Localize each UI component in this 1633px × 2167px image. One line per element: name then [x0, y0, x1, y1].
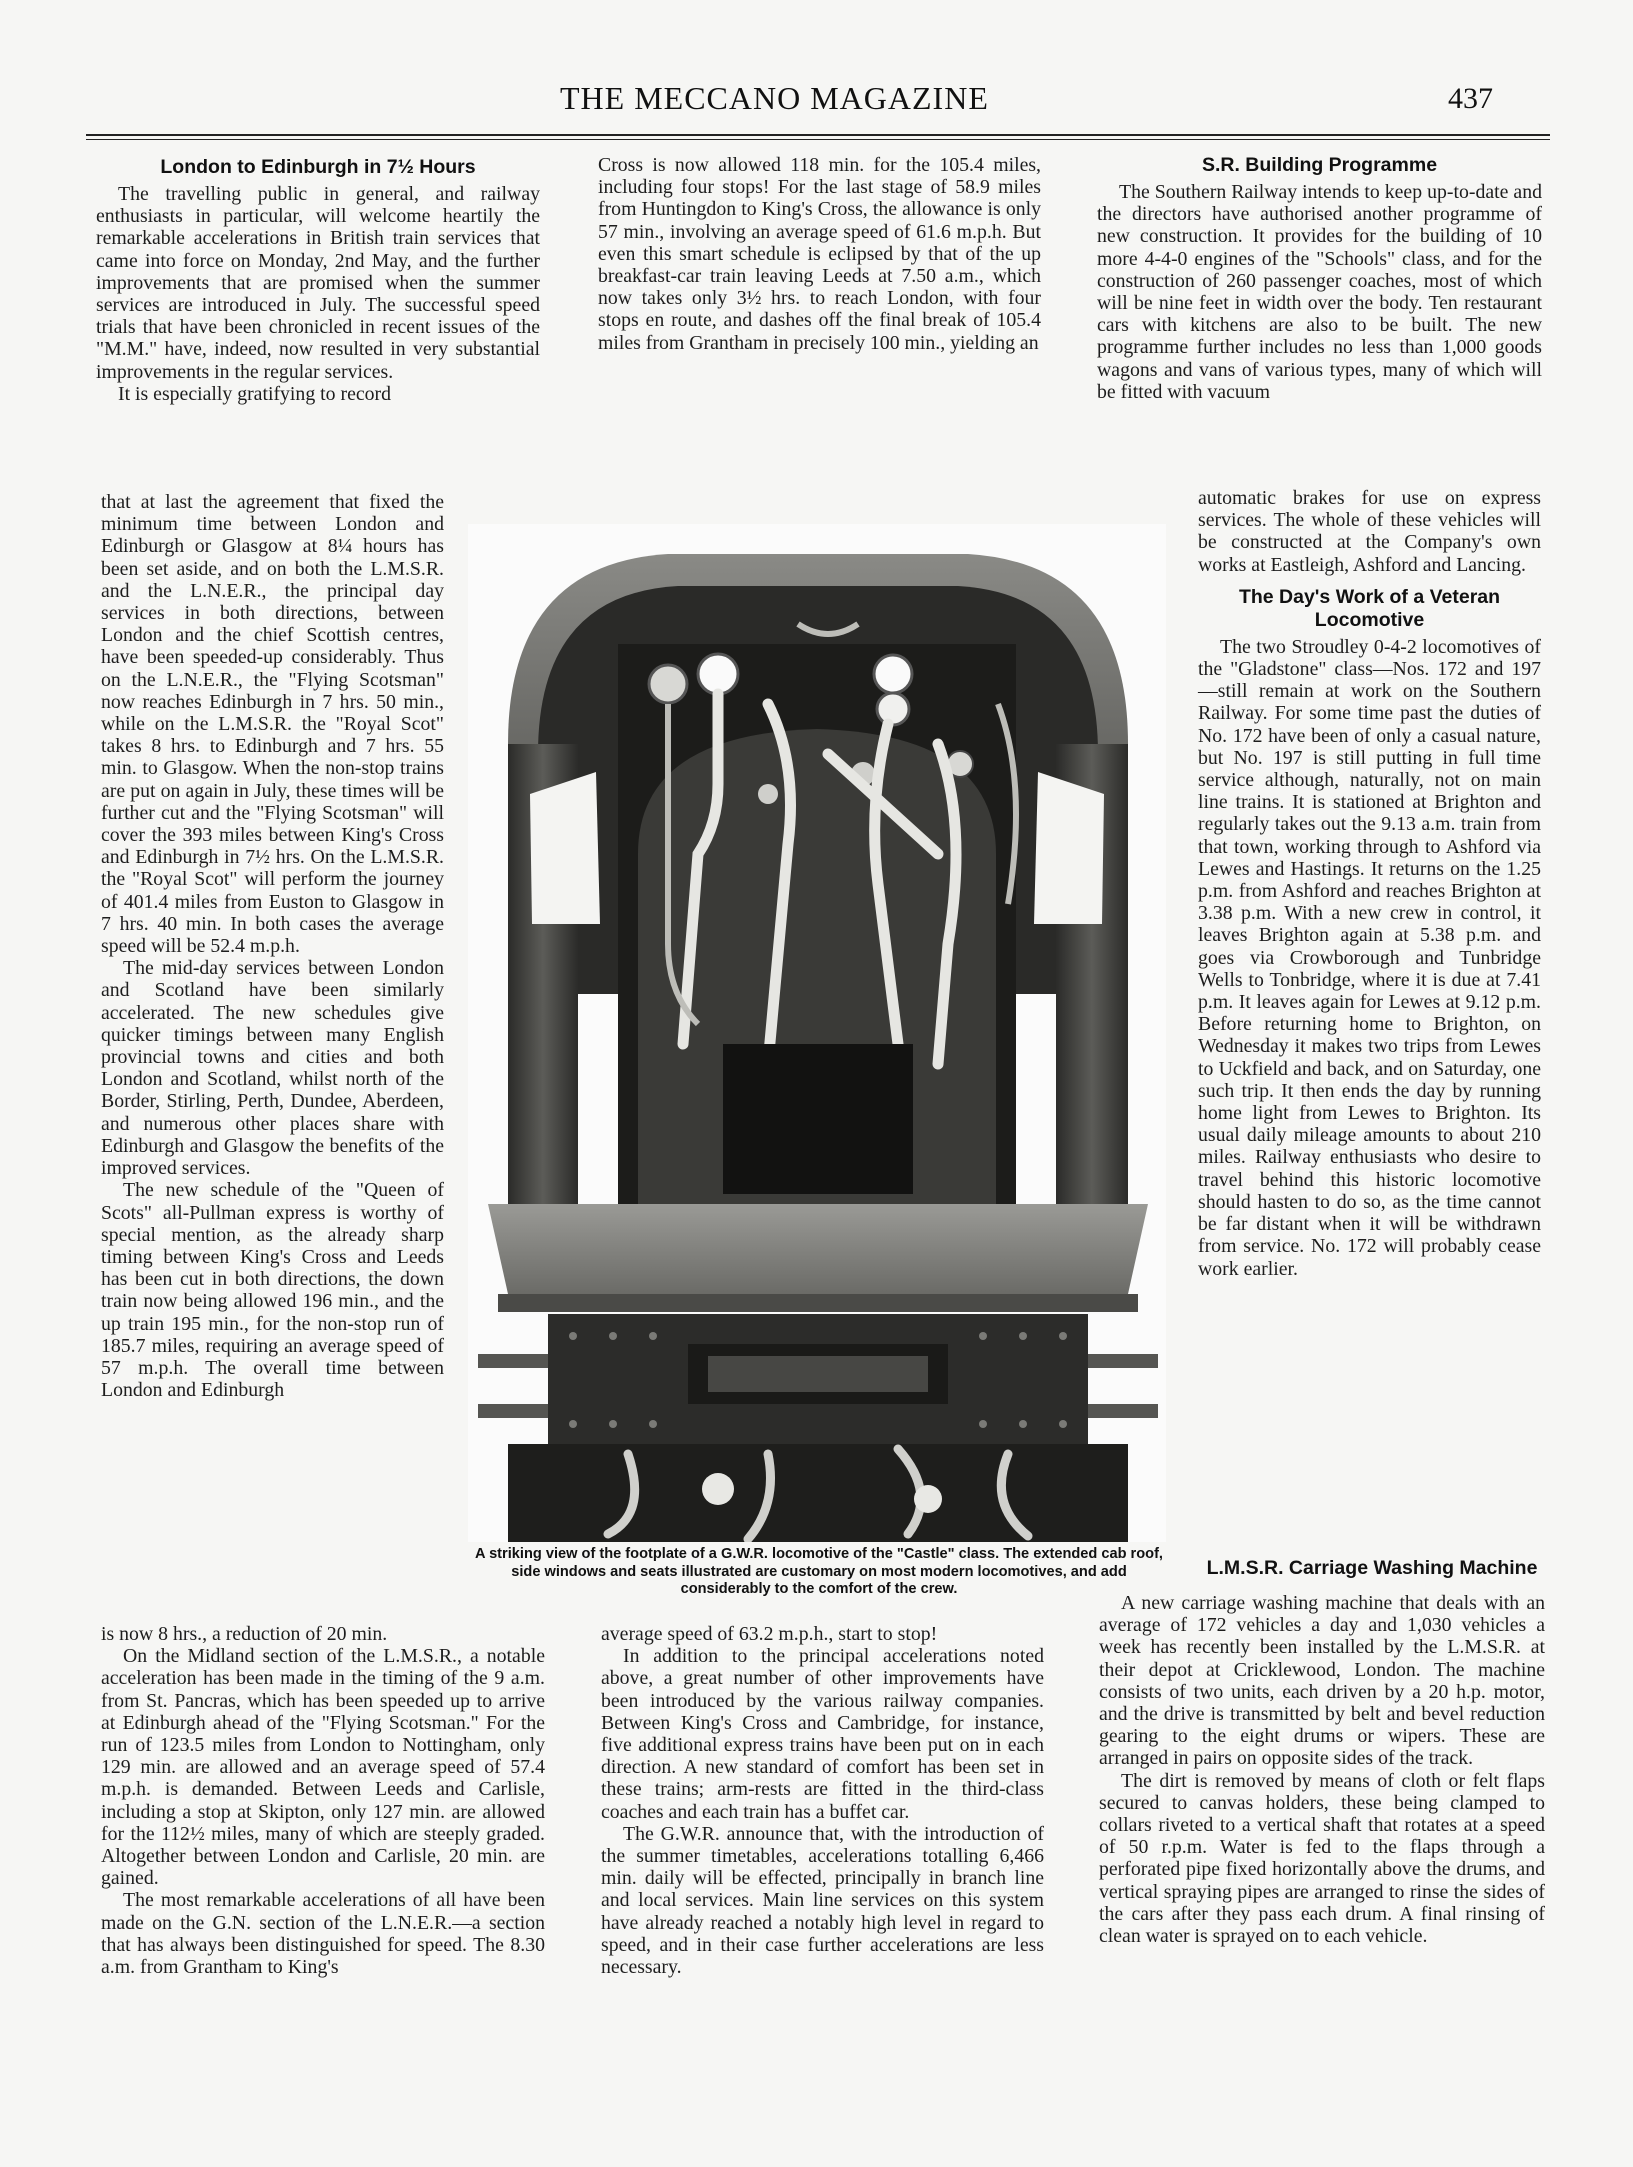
left-window — [530, 772, 600, 924]
paragraph: that at last the agreement that fixed the minimum time between London and Edinburgh or Glasgow at 8¼ hours has been set aside, and on both the L.M.S.R. and the L.N.E.R., the principal day services in both directions, between London and the chief Scottish centres, have been speeded-up considerably. Thus on the L.N.E.R., the "Flying Scotsman" now reaches Edinburgh in 7 hrs. 50 min., while on the L.M.S.R. the "Royal Scot" takes 8 hrs. to Edinburgh and 7 hrs. 55 min. to Glasgow. When the non-stop trains are put on again in July, these times will be further cut and the "Flying Scotsman" will cover the 393 miles between King's Cross and Edinburgh in 7½ hrs. On the L.M.S.R. the "Royal Scot" will perform the journey of 401.4 miles from Euston to Glasgow in 7 hrs. 40 min. In both cases the average speed will be 52.4 m.p.h. — [101, 491, 444, 958]
column-3-top — [1097, 154, 1542, 403]
paragraph: On the Midland section of the L.M.S.R., a notable acceleration has been made in the timing of the 9 a.m. from St. Pancras, which has been speeded up to arrive at Edinburgh ahead of the "Flying Scotsman." For the run of 123.5 miles from London to Nottingham, only 129 min. are allowed and an average speed of 57.4 m.p.h. is demanded. Between Leeds and Carlisle, including a stop at Skipton, only 127 min. are allowed for the 112½ miles, many of which are steeply graded. Altogether between London and Carlisle, 20 min. are gained. — [101, 1645, 545, 1890]
magazine-title: THE MECCANO MAGAZINE — [560, 80, 989, 116]
locomotive-footplate-photo — [468, 524, 1166, 1542]
heading-veteran-locomotive: The Day's Work of a Veteran Locomotive — [1238, 585, 1501, 631]
heading-carriage-washing: L.M.S.R. Carriage Washing Machine — [1206, 1557, 1538, 1579]
paragraph: The mid-day services between London and Scotland have been similarly accelerated. The new schedules give quicker timings between many English provincial towns and cities and both London and Scotland, whilst north of the Border, Stirling, Perth, Dundee, Aberdeen, and numerous other places share with Edinburgh and Glasgow the benefits of the improved services. — [101, 957, 444, 1180]
page-number: 437 — [1448, 82, 1493, 115]
column-3-narrow — [1198, 487, 1541, 1280]
column-2-bottom — [601, 1623, 1044, 1978]
paragraph: The new schedule of the "Queen of Scots" all-Pullman express is worthy of special mention, as the already sharp timing between King's Cross and Leeds has been cut in both directions, the down train now being allowed 196 min., and the up train 195 min., for the non-stop run of 185.7 miles, requiring an average speed of 57 m.p.h. The overall time between London and Edinburgh — [101, 1179, 444, 1402]
paragraph: Cross is now allowed 118 min. for the 105.4 miles, including four stops! For the last stage of 58.9 miles from Huntingdon to King's Cross, the allowance is only 57 min., involving an average speed of 61.6 m.p.h. But even this smart schedule is eclipsed by that of the up breakfast-car train leaving Leeds at 7.50 a.m., which now takes only 3½ hrs. to reach London, with four stops en route, and dashes off the final break of 105.4 miles from Grantham in precisely 100 min., yielding an — [598, 154, 1041, 354]
paragraph: The most remarkable accelerations of all have been made on the G.N. section of the L.N.E.R.—a section that has always been distinguished for speed. The 8.30 a.m. from Grantham to King's — [101, 1889, 545, 1979]
paragraph: average speed of 63.2 m.p.h., start to stop! — [601, 1623, 938, 1645]
paragraph: The G.W.R. announce that, with the introduction of the summer timetables, accelerations totalling 6,466 min. daily will be effected, principally in branch line and local services. Main line services on this system have already reached a notably high level in regard to speed, and in their case further accelerations are less necessary. — [601, 1822, 1044, 1979]
column-1-top — [96, 156, 540, 405]
column-1-narrow — [101, 491, 444, 1401]
paragraph: A new carriage washing machine that deals with an average of 172 vehicles a day and 1,030 vehicles a week has recently been installed by the L.M.S.R. at their depot at Cricklewood, London. The machine consists of two units, each driven by a 20 h.p. motor, and the drive is transmitted by belt and bevel reduction gearing to the eight drums or wipers. These are arranged in pairs on opposite sides of the track. — [1099, 1592, 1545, 1770]
header-rule-thin — [86, 139, 1550, 140]
paragraph: The Southern Railway intends to keep up-to-date and the directors have authorised another programme of new construction. It provides for the building of 10 more 4-4-0 engines of the "Schools" class, and for the construction of 260 passenger coaches, most of which will be nine feet in width over the body. Ten restaurant cars with kitchens are also to be built. The new programme further includes no less than 1,000 goods wagons and vans of various types, many of which will be fitted with vacuum — [1097, 181, 1542, 403]
footplate-illustration — [468, 524, 1166, 1542]
column-3-bottom — [1099, 1557, 1545, 1947]
paragraph: automatic brakes for use on express services. The whole of these vehicles will be constructed at the Company's own works at Eastleigh, Ashford and Lancing. — [1198, 487, 1541, 576]
column-2-top — [598, 154, 1041, 354]
right-window — [1034, 772, 1104, 924]
paragraph: In addition to the principal accelerations noted above, a great number of other improvements have been introduced by the various railway companies. Between King's Cross and Cambridge, for instance, five additional express trains have been put on in each direction. A new standard of comfort has been set in these trains; arm-rests are fitted in the third-class coaches and each train has a buffet car. — [601, 1645, 1044, 1823]
paragraph: The two Stroudley 0-4-2 locomotives of the "Gladstone" class—Nos. 172 and 197—still remain at work on the Southern Railway. For some time past the duties of No. 172 have been of only a casual nature, but No. 197 is still putting in full time service although, naturally, not on main line trains. It is stationed at Brighton and regularly takes out the 9.13 a.m. train from that town, working through to Ashford via Lewes and Hastings. It returns on the 1.25 p.m. from Ashford and reaches Brighton at 3.38 p.m. With a new crew in control, it leaves Brighton again at 5.38 p.m. and goes via Crowborough and Tunbridge Wells to Tonbridge, where it is due at 7.41 p.m. It leaves again for Lewes at 9.12 p.m. Before returning home to Brighton, on Wednesday it makes two trips from Lewes to Uckfield and back, and on Saturday, one such trip. It then ends the day by running home light from Lewes to Brighton. Its usual daily mileage amounts to about 210 miles. Railway enthusiasts who desire to travel behind this historic locomotive should hasten to do so, as the time cannot be far distant when it will be withdrawn from service. No. 172 will probably cease work earlier. — [1198, 635, 1541, 1280]
paragraph: The travelling public in general, and railway enthusiasts in particular, will welcome heartily the remarkable accelerations in British train services that came into force on Monday, 2nd May, and the further improvements that are promised when the summer services are introduced in July. The successful speed trials that have been chronicled in recent issues of the "M.M." have, indeed, now resulted in very substantial improvements in the regular services. — [96, 183, 540, 383]
heading-sr-building: S.R. Building Programme — [1201, 154, 1438, 176]
header-rule — [86, 134, 1550, 136]
photo-caption: A striking view of the footplate of a G.W.R. locomotive of the "Castle" class. The extended cab roof, side windows and seats illustrated are customary on most modern locomotives, and add considerably to the comfort of the crew. — [475, 1546, 1163, 1597]
paragraph: The dirt is removed by means of cloth or felt flaps secured to canvas holders, these being clamped to collars riveted to a vertical shaft that rotates at a speed of 50 r.p.m. Water is fed to the flaps through a perforated pipe fixed horizontally above the drums, and vertical spraying pipes are arranged to rinse the sides of the cars after they pass each drum. A final rinsing of clean water is sprayed on to each vehicle. — [1099, 1769, 1545, 1948]
paragraph: is now 8 hrs., a reduction of 20 min. — [101, 1623, 388, 1645]
heading-london-edinburgh: London to Edinburgh in 7½ Hours — [160, 156, 476, 178]
column-1-bottom — [101, 1623, 545, 1978]
paragraph: It is especially gratifying to record — [118, 382, 391, 405]
